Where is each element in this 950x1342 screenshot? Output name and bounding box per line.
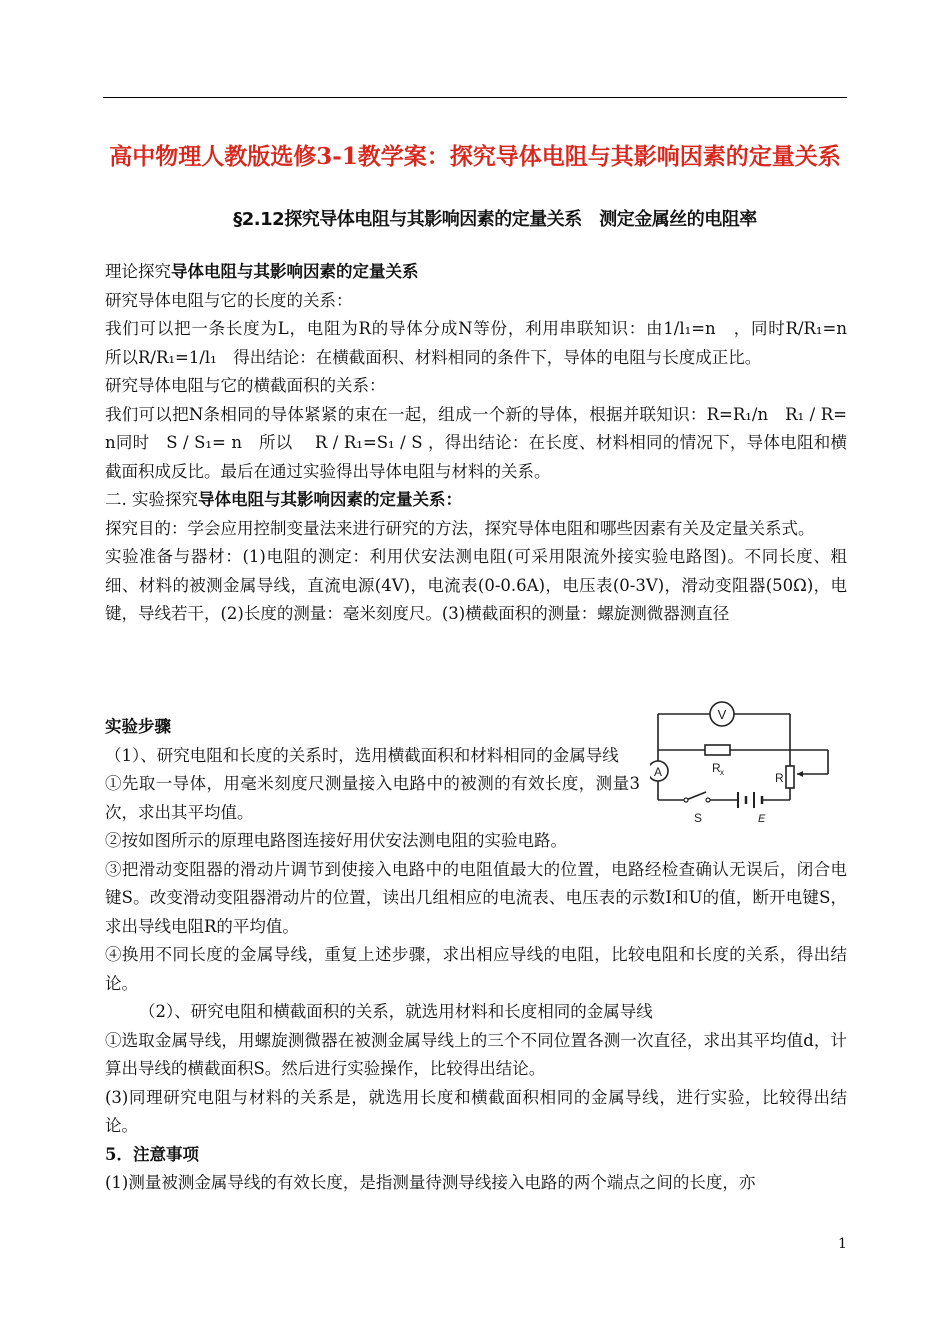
- step-part2: （2）、研究电阻和横截面积的关系，就选用材料和长度相同的金属导线: [139, 1002, 653, 1021]
- switch-blade: [686, 792, 706, 800]
- notes-heading: 5．注意事项: [105, 1144, 199, 1164]
- step-area-1: ①选取金属导线，用螺旋测微器在被测金属导线上的三个不同位置各测一次直径，求出其平均值d，计算出导线的横截面积S。然后进行实验操作，比较得出结论。: [105, 1030, 847, 1078]
- length-intro: 研究导体电阻与它的长度的关系：: [105, 290, 353, 310]
- switch-label: S: [694, 811, 703, 825]
- rheostat-slider-arrow: [797, 771, 803, 777]
- header-rule: [103, 97, 847, 98]
- section-subtitle: §2.12探究导体电阻与其影响因素的定量关系 测定金属丝的电阻率: [233, 209, 757, 230]
- theory-heading: 理论探究导体电阻与其影响因素的定量关系: [105, 262, 419, 281]
- rheostat: [786, 766, 794, 788]
- ammeter-label: A: [653, 765, 663, 779]
- step-3: ③把滑动变阻器的滑动片调节到使接入电路中的电阻值最大的位置，电路经检查确认无误后，闭合电键S。改变滑动变阻器滑动片的位置，读出几组相应的电流表、电压表的示数I和U的值，断开电键S，求出导线电阻R的平均值。: [105, 859, 847, 936]
- area-text: 我们可以把N条相同的导体紧紧的束在一起，组成一个新的导体，根据并联知识：R=R₁/n R₁ / R= n同时 S / S₁= n 所以 R / R₁=S₁ / S ，得出结论：在长度、材料相同的情况下，导体电阻和横截面积成反比。最后在通过实验得出导体电阻与材料的关系。: [105, 404, 847, 481]
- step-material: (3)同理研究电阻与材料的关系是，就选用长度和横截面积相同的金属导线，进行实验，比较得出结论。: [105, 1087, 847, 1135]
- note-1: (1)测量被测金属导线的有效长度，是指测量待测导线接入电路的两个端点之间的长度，亦: [105, 1173, 756, 1192]
- body-section-1: [105, 258, 869, 629]
- step-4: ④换用不同长度的金属导线，重复上述步骤，求出相应导线的电阻，比较电阻和长度的关系，得出结论。: [105, 945, 847, 993]
- length-text: 我们可以把一条长度为L，电阻为R的导体分成N等份，利用串联知识：由1/l₁=n ，同时R/R₁=n 所以R/R₁=1/l₁ 得出结论：在横截面积、材料相同的条件下，导体的电阻与长度成正比。: [105, 319, 869, 367]
- circuit-diagram: [650, 700, 850, 835]
- resistor-sub-label: x: [720, 768, 724, 777]
- steps-heading: 实验步骤: [105, 717, 171, 736]
- area-intro: 研究导体电阻与它的横截面积的关系：: [105, 376, 386, 395]
- purpose-text: 探究目的：学会应用控制变量法来进行研究的方法，探究导体电阻和哪些因素有关及定量关系式。: [105, 518, 815, 538]
- voltmeter-label: V: [717, 707, 727, 722]
- resistor-rx: [705, 745, 730, 755]
- page-title: 高中物理人教版选修3-1教学案：探究导体电阻与其影响因素的定量关系: [109, 143, 841, 170]
- step-2: ②按如图所示的原理电路图连接好用伏安法测电阻的实验电路。: [105, 831, 567, 850]
- battery-label: E: [758, 813, 766, 825]
- step-part1: （1）、研究电阻和长度的关系时，选用横截面积和材料相同的金属导线: [105, 745, 619, 765]
- resistor-label: R: [712, 761, 721, 775]
- page-number: 1: [838, 1236, 847, 1252]
- equipment-text: 实验准备与器材：(1)电阻的测定：利用伏安法测电阻(可采用限流外接实验电路图)。不同长度、粗细、材料的被测金属导线，直流电源(4V)，电流表(0-0.6A)，电压表(0-3V)，滑动变阻器(50Ω)，电键，导线若干，(2)长度的测量：毫米刻度尺。(3)横截面积的测量：螺旋测微器测直径: [105, 547, 847, 623]
- experiment-heading: 二. 实验探究导体电阻与其影响因素的定量关系：: [105, 490, 462, 509]
- step-1: ①先取一导体，用毫米刻度尺测量接入电路中的被测的有效长度，测量3次，求出其平均值。: [105, 774, 640, 822]
- rheostat-label: R: [775, 771, 784, 785]
